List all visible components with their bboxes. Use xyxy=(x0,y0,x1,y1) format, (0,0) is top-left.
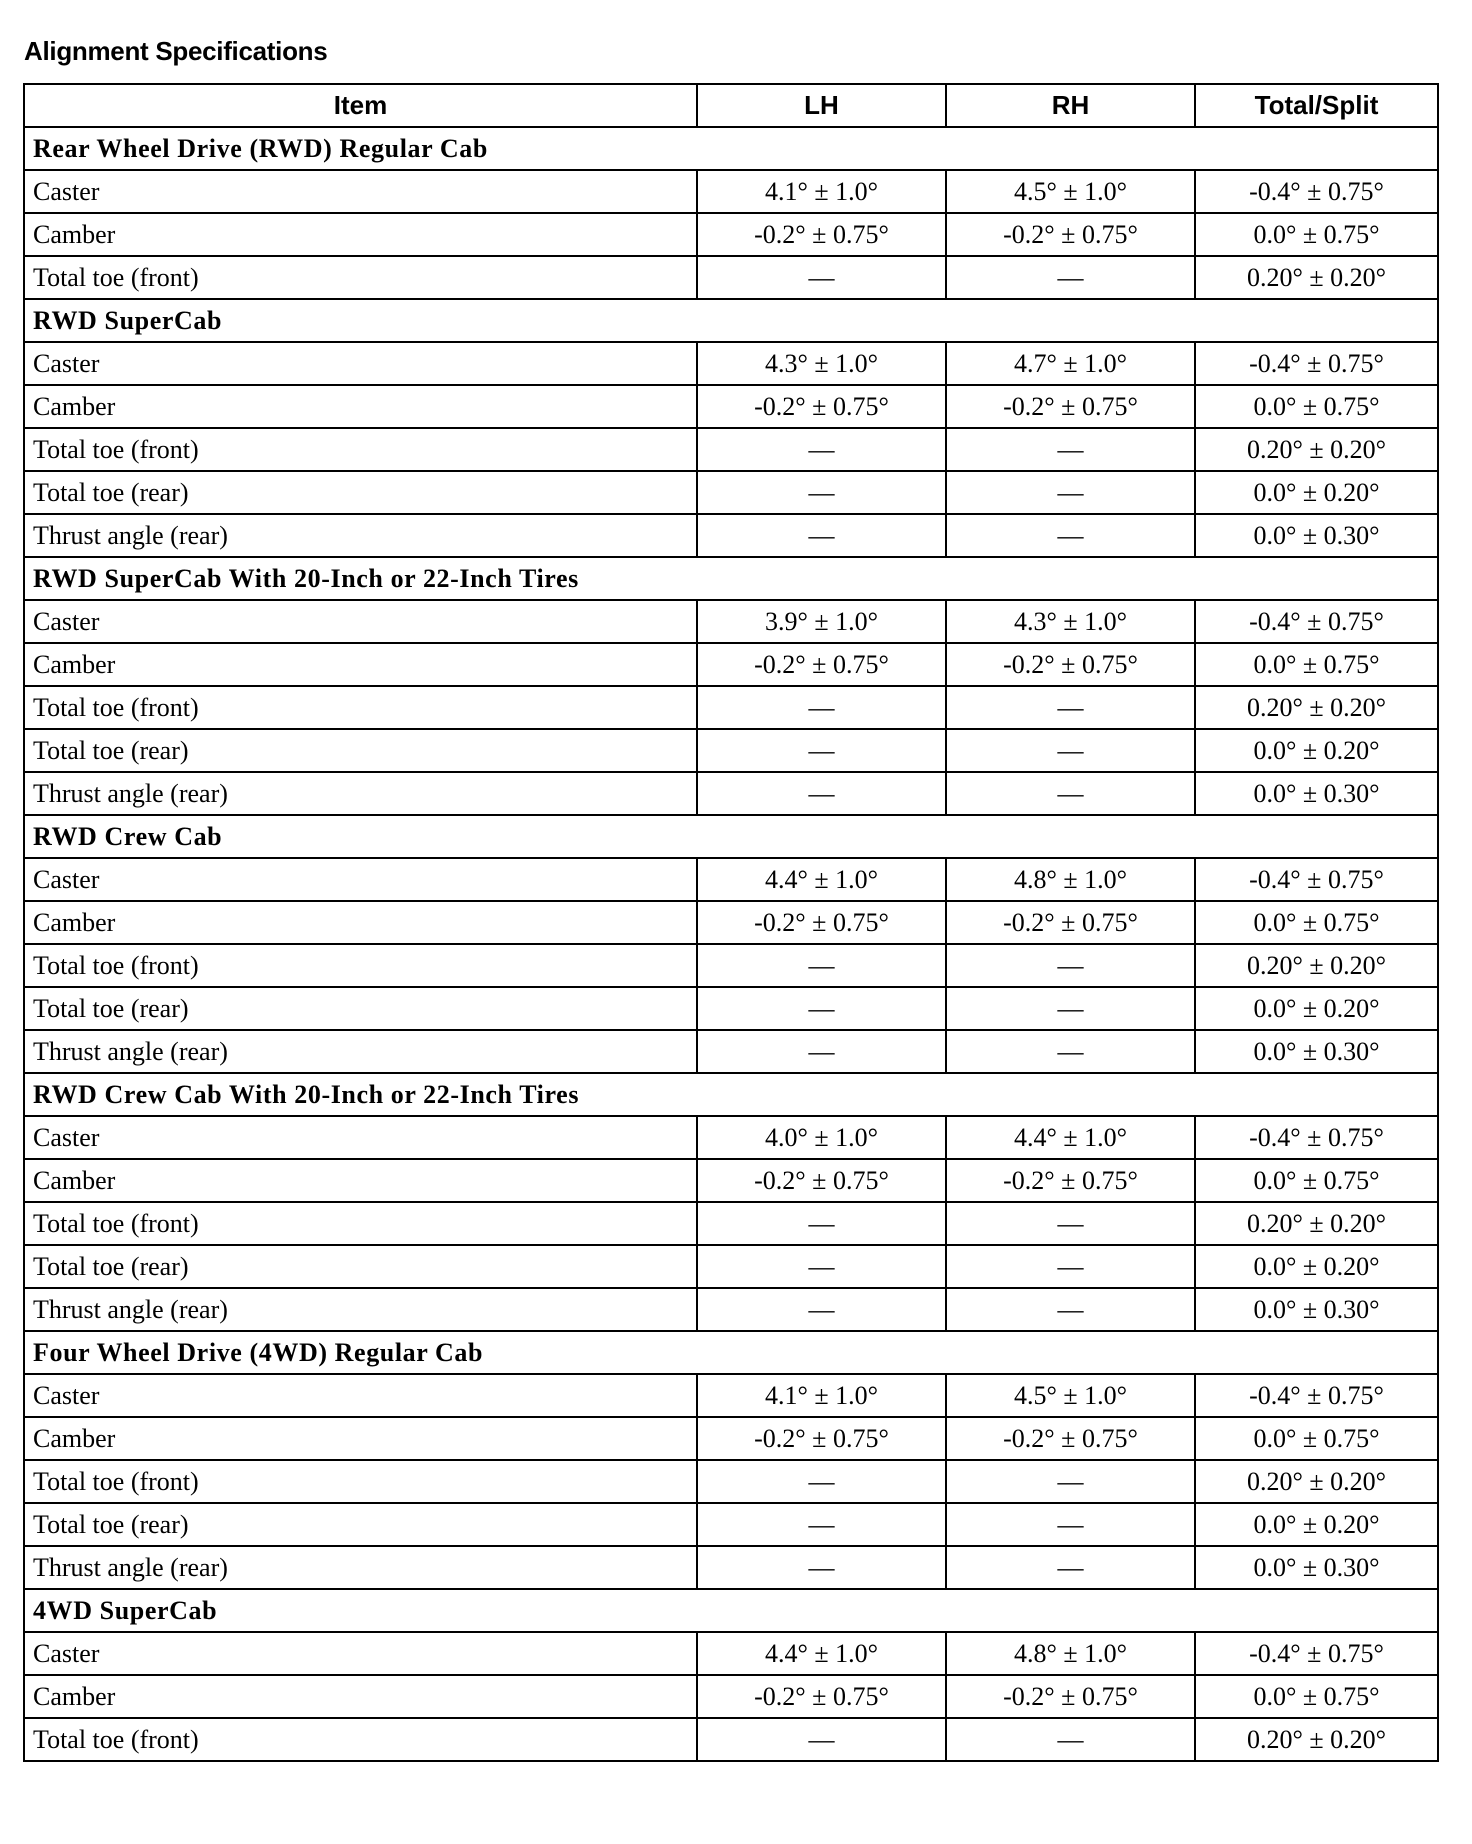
cell-lh: — xyxy=(697,1245,946,1288)
cell-lh: — xyxy=(697,471,946,514)
cell-lh: 4.1° ± 1.0° xyxy=(697,170,946,213)
table-row xyxy=(24,471,1438,514)
cell-item: Total toe (rear) xyxy=(24,987,697,1030)
cell-rh: — xyxy=(946,428,1195,471)
cell-lh: 4.4° ± 1.0° xyxy=(697,1632,946,1675)
table-header-row xyxy=(24,84,1438,127)
section-title: RWD Crew Cab With 20-Inch or 22-Inch Tires xyxy=(24,1073,1438,1116)
cell-lh: -0.2° ± 0.75° xyxy=(697,1675,946,1718)
table-row xyxy=(24,858,1438,901)
cell-lh: — xyxy=(697,686,946,729)
cell-item: Caster xyxy=(24,858,697,901)
table-row xyxy=(24,987,1438,1030)
cell-rh: 4.7° ± 1.0° xyxy=(946,342,1195,385)
section-header-row xyxy=(24,299,1438,342)
table-row xyxy=(24,1675,1438,1718)
table-row xyxy=(24,1718,1438,1761)
page-title: Alignment Specifications xyxy=(24,36,328,66)
cell-item: Caster xyxy=(24,1374,697,1417)
cell-item: Total toe (front) xyxy=(24,944,697,987)
cell-total-split: 0.20° ± 0.20° xyxy=(1195,256,1438,299)
cell-lh: — xyxy=(697,729,946,772)
table-row xyxy=(24,686,1438,729)
cell-rh: — xyxy=(946,1030,1195,1073)
cell-total-split: 0.0° ± 0.75° xyxy=(1195,901,1438,944)
cell-lh: — xyxy=(697,944,946,987)
cell-item: Total toe (front) xyxy=(24,1202,697,1245)
table-row xyxy=(24,428,1438,471)
section-header-row xyxy=(24,1589,1438,1632)
table-row xyxy=(24,1460,1438,1503)
cell-lh: — xyxy=(697,772,946,815)
cell-item: Caster xyxy=(24,1116,697,1159)
table-row xyxy=(24,600,1438,643)
cell-total-split: 0.0° ± 0.75° xyxy=(1195,213,1438,256)
cell-total-split: 0.0° ± 0.75° xyxy=(1195,643,1438,686)
table-row xyxy=(24,342,1438,385)
cell-item: Thrust angle (rear) xyxy=(24,514,697,557)
cell-lh: -0.2° ± 0.75° xyxy=(697,385,946,428)
cell-item: Camber xyxy=(24,1417,697,1460)
cell-total-split: 0.20° ± 0.20° xyxy=(1195,1718,1438,1761)
cell-total-split: -0.4° ± 0.75° xyxy=(1195,1116,1438,1159)
cell-lh: 4.4° ± 1.0° xyxy=(697,858,946,901)
cell-total-split: 0.20° ± 0.20° xyxy=(1195,428,1438,471)
cell-item: Caster xyxy=(24,342,697,385)
cell-item: Total toe (front) xyxy=(24,256,697,299)
cell-item: Thrust angle (rear) xyxy=(24,1030,697,1073)
cell-lh: -0.2° ± 0.75° xyxy=(697,213,946,256)
cell-lh: — xyxy=(697,1202,946,1245)
cell-item: Caster xyxy=(24,170,697,213)
cell-item: Thrust angle (rear) xyxy=(24,772,697,815)
cell-rh: — xyxy=(946,514,1195,557)
table-row xyxy=(24,1202,1438,1245)
section-header-row xyxy=(24,1331,1438,1374)
header-item: Item xyxy=(24,84,697,127)
cell-total-split: -0.4° ± 0.75° xyxy=(1195,858,1438,901)
cell-rh: -0.2° ± 0.75° xyxy=(946,213,1195,256)
header-total-split: Total/Split xyxy=(1195,84,1438,127)
cell-rh: — xyxy=(946,1202,1195,1245)
cell-rh: — xyxy=(946,1503,1195,1546)
cell-item: Thrust angle (rear) xyxy=(24,1546,697,1589)
cell-item: Camber xyxy=(24,643,697,686)
cell-total-split: 0.0° ± 0.75° xyxy=(1195,385,1438,428)
cell-total-split: 0.0° ± 0.20° xyxy=(1195,987,1438,1030)
cell-lh: -0.2° ± 0.75° xyxy=(697,643,946,686)
table-row xyxy=(24,901,1438,944)
cell-lh: -0.2° ± 0.75° xyxy=(697,1417,946,1460)
section-title: RWD SuperCab xyxy=(24,299,1438,342)
section-header-row xyxy=(24,557,1438,600)
cell-rh: — xyxy=(946,686,1195,729)
cell-rh: 4.8° ± 1.0° xyxy=(946,858,1195,901)
cell-item: Total toe (rear) xyxy=(24,729,697,772)
cell-item: Camber xyxy=(24,901,697,944)
cell-total-split: 0.20° ± 0.20° xyxy=(1195,1202,1438,1245)
table-row xyxy=(24,1374,1438,1417)
cell-lh: 3.9° ± 1.0° xyxy=(697,600,946,643)
cell-rh: — xyxy=(946,987,1195,1030)
cell-total-split: -0.4° ± 0.75° xyxy=(1195,1374,1438,1417)
cell-total-split: 0.0° ± 0.75° xyxy=(1195,1417,1438,1460)
cell-item: Total toe (front) xyxy=(24,428,697,471)
cell-rh: — xyxy=(946,729,1195,772)
alignment-specifications-table xyxy=(23,83,1439,1762)
table-row xyxy=(24,1159,1438,1202)
cell-lh: — xyxy=(697,256,946,299)
cell-item: Total toe (rear) xyxy=(24,1245,697,1288)
section-title: RWD Crew Cab xyxy=(24,815,1438,858)
cell-lh: — xyxy=(697,1718,946,1761)
cell-total-split: 0.20° ± 0.20° xyxy=(1195,686,1438,729)
table-row xyxy=(24,1632,1438,1675)
cell-rh: — xyxy=(946,1245,1195,1288)
cell-rh: -0.2° ± 0.75° xyxy=(946,1675,1195,1718)
section-header-row xyxy=(24,1073,1438,1116)
cell-rh: 4.5° ± 1.0° xyxy=(946,170,1195,213)
cell-lh: — xyxy=(697,1288,946,1331)
cell-total-split: 0.20° ± 0.20° xyxy=(1195,944,1438,987)
table-row xyxy=(24,385,1438,428)
cell-rh: 4.3° ± 1.0° xyxy=(946,600,1195,643)
cell-total-split: 0.0° ± 0.30° xyxy=(1195,1546,1438,1589)
table-row xyxy=(24,1030,1438,1073)
cell-item: Total toe (front) xyxy=(24,1460,697,1503)
table-row xyxy=(24,1546,1438,1589)
cell-item: Camber xyxy=(24,1159,697,1202)
cell-total-split: 0.0° ± 0.20° xyxy=(1195,1245,1438,1288)
cell-item: Caster xyxy=(24,600,697,643)
table-row xyxy=(24,1116,1438,1159)
cell-lh: — xyxy=(697,1546,946,1589)
header-lh: LH xyxy=(697,84,946,127)
cell-lh: — xyxy=(697,1030,946,1073)
section-title: Four Wheel Drive (4WD) Regular Cab xyxy=(24,1331,1438,1374)
cell-rh: 4.4° ± 1.0° xyxy=(946,1116,1195,1159)
table-row xyxy=(24,1503,1438,1546)
cell-item: Thrust angle (rear) xyxy=(24,1288,697,1331)
section-title: Rear Wheel Drive (RWD) Regular Cab xyxy=(24,127,1438,170)
cell-lh: — xyxy=(697,428,946,471)
cell-lh: — xyxy=(697,514,946,557)
cell-rh: — xyxy=(946,1546,1195,1589)
cell-rh: -0.2° ± 0.75° xyxy=(946,1417,1195,1460)
table-row xyxy=(24,256,1438,299)
cell-lh: 4.1° ± 1.0° xyxy=(697,1374,946,1417)
cell-lh: -0.2° ± 0.75° xyxy=(697,1159,946,1202)
cell-item: Total toe (front) xyxy=(24,1718,697,1761)
cell-rh: — xyxy=(946,1718,1195,1761)
table-row xyxy=(24,643,1438,686)
cell-total-split: 0.0° ± 0.30° xyxy=(1195,772,1438,815)
cell-rh: 4.5° ± 1.0° xyxy=(946,1374,1195,1417)
cell-rh: — xyxy=(946,256,1195,299)
table-row xyxy=(24,1245,1438,1288)
cell-total-split: -0.4° ± 0.75° xyxy=(1195,1632,1438,1675)
table-row xyxy=(24,213,1438,256)
table-row xyxy=(24,772,1438,815)
cell-total-split: 0.0° ± 0.20° xyxy=(1195,471,1438,514)
cell-item: Total toe (front) xyxy=(24,686,697,729)
section-title: 4WD SuperCab xyxy=(24,1589,1438,1632)
table-row xyxy=(24,1417,1438,1460)
cell-total-split: 0.0° ± 0.30° xyxy=(1195,1288,1438,1331)
cell-rh: -0.2° ± 0.75° xyxy=(946,643,1195,686)
table-row xyxy=(24,514,1438,557)
table-row xyxy=(24,170,1438,213)
cell-total-split: 0.20° ± 0.20° xyxy=(1195,1460,1438,1503)
cell-lh: — xyxy=(697,1460,946,1503)
cell-rh: -0.2° ± 0.75° xyxy=(946,1159,1195,1202)
table-row xyxy=(24,944,1438,987)
cell-lh: -0.2° ± 0.75° xyxy=(697,901,946,944)
cell-lh: — xyxy=(697,987,946,1030)
cell-lh: — xyxy=(697,1503,946,1546)
cell-rh: — xyxy=(946,471,1195,514)
section-title: RWD SuperCab With 20-Inch or 22-Inch Tires xyxy=(24,557,1438,600)
cell-lh: 4.3° ± 1.0° xyxy=(697,342,946,385)
cell-lh: 4.0° ± 1.0° xyxy=(697,1116,946,1159)
cell-total-split: -0.4° ± 0.75° xyxy=(1195,170,1438,213)
cell-total-split: 0.0° ± 0.20° xyxy=(1195,1503,1438,1546)
cell-item: Total toe (rear) xyxy=(24,471,697,514)
cell-total-split: -0.4° ± 0.75° xyxy=(1195,600,1438,643)
section-header-row xyxy=(24,127,1438,170)
cell-total-split: 0.0° ± 0.30° xyxy=(1195,1030,1438,1073)
cell-rh: -0.2° ± 0.75° xyxy=(946,385,1195,428)
cell-rh: — xyxy=(946,1288,1195,1331)
table-row xyxy=(24,729,1438,772)
cell-total-split: 0.0° ± 0.30° xyxy=(1195,514,1438,557)
cell-item: Caster xyxy=(24,1632,697,1675)
table-row xyxy=(24,1288,1438,1331)
cell-rh: — xyxy=(946,1460,1195,1503)
cell-rh: -0.2° ± 0.75° xyxy=(946,901,1195,944)
header-rh: RH xyxy=(946,84,1195,127)
cell-total-split: -0.4° ± 0.75° xyxy=(1195,342,1438,385)
cell-total-split: 0.0° ± 0.75° xyxy=(1195,1159,1438,1202)
cell-item: Total toe (rear) xyxy=(24,1503,697,1546)
cell-rh: — xyxy=(946,772,1195,815)
section-header-row xyxy=(24,815,1438,858)
cell-rh: 4.8° ± 1.0° xyxy=(946,1632,1195,1675)
cell-item: Camber xyxy=(24,1675,697,1718)
cell-item: Camber xyxy=(24,385,697,428)
cell-total-split: 0.0° ± 0.75° xyxy=(1195,1675,1438,1718)
table-body xyxy=(24,127,1438,1761)
cell-rh: — xyxy=(946,944,1195,987)
cell-item: Camber xyxy=(24,213,697,256)
cell-total-split: 0.0° ± 0.20° xyxy=(1195,729,1438,772)
